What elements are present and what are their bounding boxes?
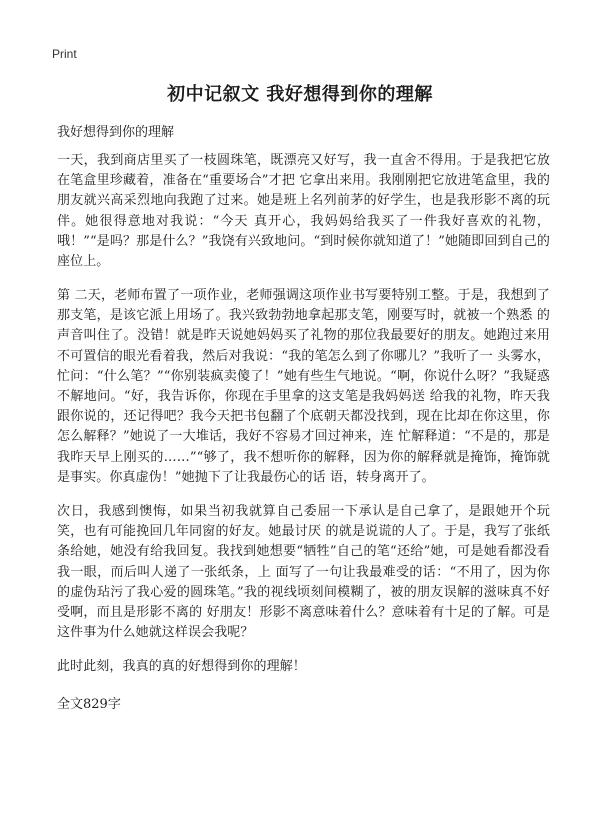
word-count: 全文829字 <box>57 697 121 712</box>
article-subtitle: 我好想得到你的理解 <box>57 125 175 140</box>
paragraph-3: 次日，我感到懊悔，如果当初我就算自己委屈一下承认是自己拿了，是跟她开个玩笑，也有可能挽回几年同窗的好友。她最讨厌 的就是说谎的人了。于是，我写了张纸条给她，她没有给我回复。我找到她想要“牺牲”自己的笔“还给”她，可是她看都没看我一眼，而后叫人递了一张纸条，上 面写了一句让我最难受的话：“不用了，因为你的虚伪玷污了我心爱的圆珠笔。”我的视线顷刻间模糊了，被的朋友误解的滋味真不好受啊，而且是形影不离的 好朋友！形影不离意味着什么？意味着有十足的了解。可是这件事为什么她就这样误会我呢？ <box>57 504 550 641</box>
paragraph-4: 此时此刻，我真的真的好想得到你的理解！ <box>57 659 306 674</box>
print-label[interactable]: Print <box>52 47 77 61</box>
page-title: 初中记叙文 我好想得到你的理解 <box>167 84 433 105</box>
paragraph-1: 一天，我到商店里买了一枝圆珠笔，既漂亮又好写，我一直舍不得用。于是我把它放在笔盒里珍藏着，准备在“重要场合”才把 它拿出来用。我刚刚把它放进笔盒里，我的朋友就兴高采烈地向我跑了过来。她是班上名列前茅的好学生，也是我形影不离的玩伴。她很得意地对我说：“今天 真开心，我妈妈给我买了一件我好喜欢的礼物，哦！”“是吗？那是什么？”我饶有兴致地问。“到时候你就知道了！”她随即回到自己的座位上。 <box>57 153 550 270</box>
paragraph-2: 第 二天，老师布置了一项作业，老师强调这项作业书写要特别工整。于是，我想到了那支笔，是该它派上用场了。我兴致勃勃地拿起那支笔，刚要写时，就被一个熟悉 的声音叫住了。没错！就是昨天说她妈妈买了礼物的那位我最要好的朋友。她跑过来用不可置信的眼光看着我，然后对我说：“我的笔怎么到了你哪儿？”我听了一 头雾水，忙问：“什么笔？”“你别装疯卖傻了！”她有些生气地说。“啊，你说什么呀？”我疑惑不解地问。“好，我告诉你，你现在手里拿的这支笔是我妈妈送 给我的礼物，昨天我跟你说的，还记得吧？我今天把书包翻了个底朝天都没找到，现在比却在你这里，你怎么解释？”她说了一大堆话，我好不容易才回过神来，连 忙解释道：“不是的，那是我昨天早上刚买的……”“够了，我不想听你的解释，因为你的解释就是掩饰，掩饰就是事实。你真虚伪！”她抛下了让我最伤心的话 语，转身离开了。 <box>57 288 550 485</box>
